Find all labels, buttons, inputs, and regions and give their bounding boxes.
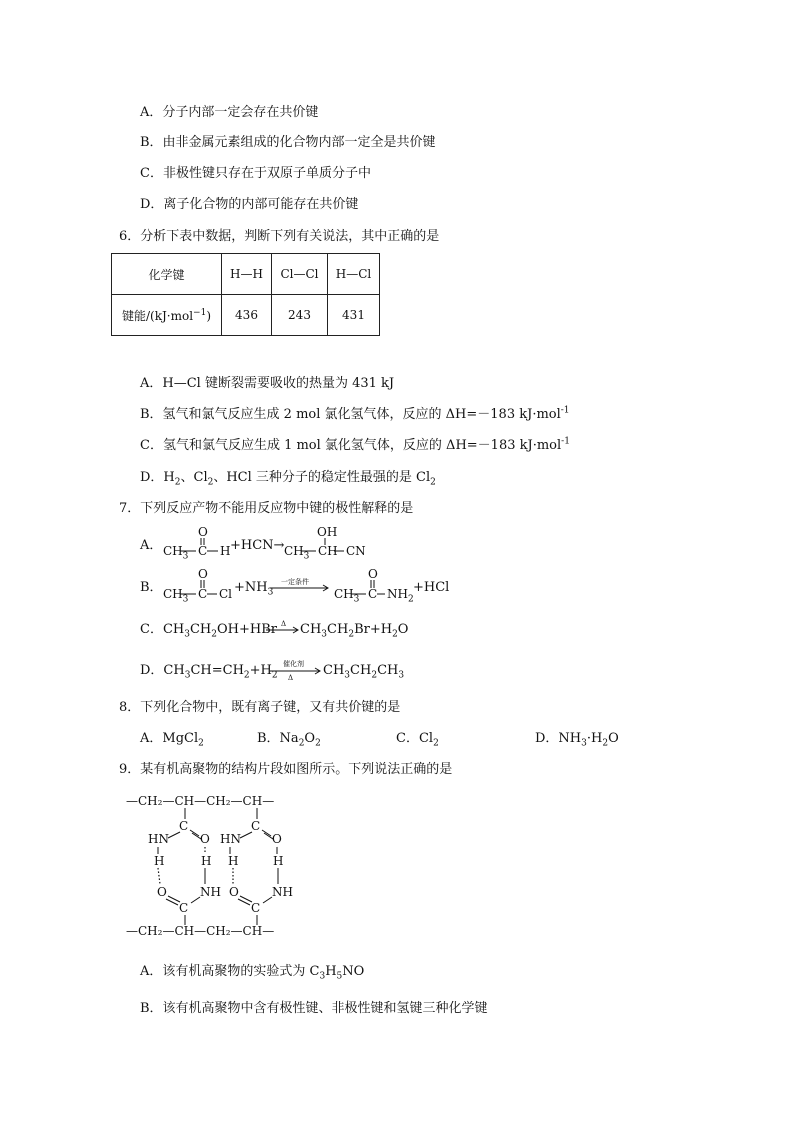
- q7-b-o: O: [198, 567, 208, 581]
- atom-c-4: C: [251, 901, 261, 915]
- atom-c-1: C: [179, 819, 189, 833]
- polymer-chain-bottom: —CH₂—CH—CH₂—CH—: [126, 924, 275, 938]
- table-energy-hcl: 431: [328, 295, 380, 336]
- q7-b-p-o: O: [368, 567, 378, 581]
- q5-option-c: C．非极性键只存在于双原子单质分子中: [140, 166, 371, 181]
- q5-option-a: A．分子内部一定会存在共价键: [140, 105, 319, 120]
- q7-b-p-ch3: $CH_3$: [334, 587, 360, 605]
- q7-b-tail: +HCl: [413, 580, 450, 595]
- bond: [263, 897, 272, 903]
- q6-option-b: B．氢气和氯气反应生成 2 mol 氯化氢气体，反应的 ΔH=－183 kJ·mol$^{-1}$: [140, 405, 570, 422]
- hydrogen-bond: [158, 868, 160, 884]
- atom-h-1: H: [154, 854, 165, 868]
- atom-h-4: H: [273, 854, 284, 868]
- q8-option-d: D．$NH_3\cdot H_2O$: [535, 731, 619, 749]
- q7-a-c: C: [198, 544, 208, 558]
- q7-c-condition: Δ: [281, 620, 287, 628]
- atom-hn-2: HN: [220, 832, 241, 846]
- q5-option-b: B．由非金属元素组成的化合物内部一定全是共价键: [140, 135, 436, 150]
- table-bond-hcl: H—Cl: [328, 254, 380, 295]
- q8-option-c: C．$Cl_2$: [396, 731, 439, 749]
- q6-option-d: D．$H_2$、$Cl_2$、HCl 三种分子的稳定性最强的是 $Cl_2$: [140, 470, 436, 488]
- q7-b-p-nh2: $NH_2$: [387, 587, 414, 605]
- q6-option-c: C．氢气和氯气反应生成 1 mol 氯化氢气体，反应的 ΔH=－183 kJ·mol$^{-1}$: [140, 436, 570, 453]
- q8-option-b: B．$Na_2O_2$: [257, 731, 321, 749]
- q7-a-o: O: [198, 525, 208, 539]
- q8-stem: 8．下列化合物中，既有离子键，又有共价键的是: [119, 700, 401, 715]
- table-row-label: 键能/(kJ·mol$^{-1}$): [112, 295, 222, 336]
- q7-b-ch3: $CH_3$: [163, 587, 189, 605]
- bond: [168, 832, 180, 838]
- q7-b-c: C: [198, 587, 208, 601]
- atom-nh-1: NH: [200, 885, 221, 899]
- q9-option-b: B．该有机高聚物中含有极性键、非极性键和氢键三种化学键: [140, 1001, 488, 1016]
- table-energy-hh: 436: [222, 295, 272, 336]
- q7-b-condition: 一定条件: [281, 578, 309, 586]
- atom-nh-2: NH: [272, 885, 293, 899]
- atom-h-2: H: [201, 854, 212, 868]
- atom-o-1: O: [200, 832, 210, 846]
- q7-option-c: C．$CH_3CH_2OH+HBr$: [140, 622, 277, 640]
- q7-a-p-ch3: $CH_3$: [284, 544, 310, 562]
- q7-a-label: A．: [140, 538, 163, 553]
- q7-a-p-cn: CN: [346, 544, 366, 558]
- q8-option-a: A．MgCl$_2$: [140, 731, 204, 749]
- q7-b-label: B．: [140, 580, 163, 595]
- atom-o-2: O: [272, 832, 282, 846]
- q7-b-p-c: C: [368, 587, 378, 601]
- table-bond-clcl: Cl—Cl: [272, 254, 328, 295]
- q7-c-products: $CH_3CH_2Br+H_2O$: [300, 622, 409, 640]
- atom-o-3: O: [157, 885, 167, 899]
- q7-a-p-oh: OH: [317, 525, 338, 539]
- q7-d-condition-bottom: Δ: [288, 674, 294, 682]
- atom-c-3: C: [179, 901, 189, 915]
- bond: [191, 897, 200, 903]
- q7-a-ch3: $CH_3$: [163, 544, 189, 562]
- table-energy-clcl: 243: [272, 295, 328, 336]
- q7-a-reagent: +HCN→: [230, 538, 285, 553]
- q6-stem: 6．分析下表中数据，判断下列有关说法，其中正确的是: [119, 229, 440, 244]
- q7-b-reagent: $+NH_3$: [234, 580, 274, 598]
- q7-a-p-ch: CH: [318, 544, 338, 558]
- table-bond-hh: H—H: [222, 254, 272, 295]
- q7-option-d: D．$CH_3CH=CH_2+H_2$: [140, 663, 278, 681]
- atom-o-4: O: [229, 885, 239, 899]
- q7-b-cl: Cl: [219, 587, 233, 601]
- atom-hn-1: HN: [148, 832, 169, 846]
- q5-option-d: D．离子化合物的内部可能存在共价键: [140, 197, 359, 212]
- table-header-label: 化学键: [112, 254, 222, 295]
- q7-d-condition-top: 催化剂: [283, 660, 304, 668]
- q9-stem: 9．某有机高聚物的结构片段如图所示。下列说法正确的是: [119, 762, 453, 777]
- bond: [240, 832, 252, 838]
- q7-d-products: $CH_3CH_2CH_3$: [323, 663, 405, 681]
- q9-option-a: A．该有机高聚物的实验式为 $C_3H_5NO$: [140, 964, 365, 982]
- atom-c-2: C: [251, 819, 261, 833]
- q7-stem: 7．下列反应产物不能用反应物中键的极性解释的是: [119, 501, 414, 516]
- atom-h-3: H: [228, 854, 239, 868]
- polymer-chain-top: —CH₂—CH—CH₂—CH—: [126, 794, 275, 808]
- q6-option-a: A．H—Cl 键断裂需要吸收的热量为 431 kJ: [140, 376, 395, 391]
- q7-a-h: H: [220, 544, 231, 558]
